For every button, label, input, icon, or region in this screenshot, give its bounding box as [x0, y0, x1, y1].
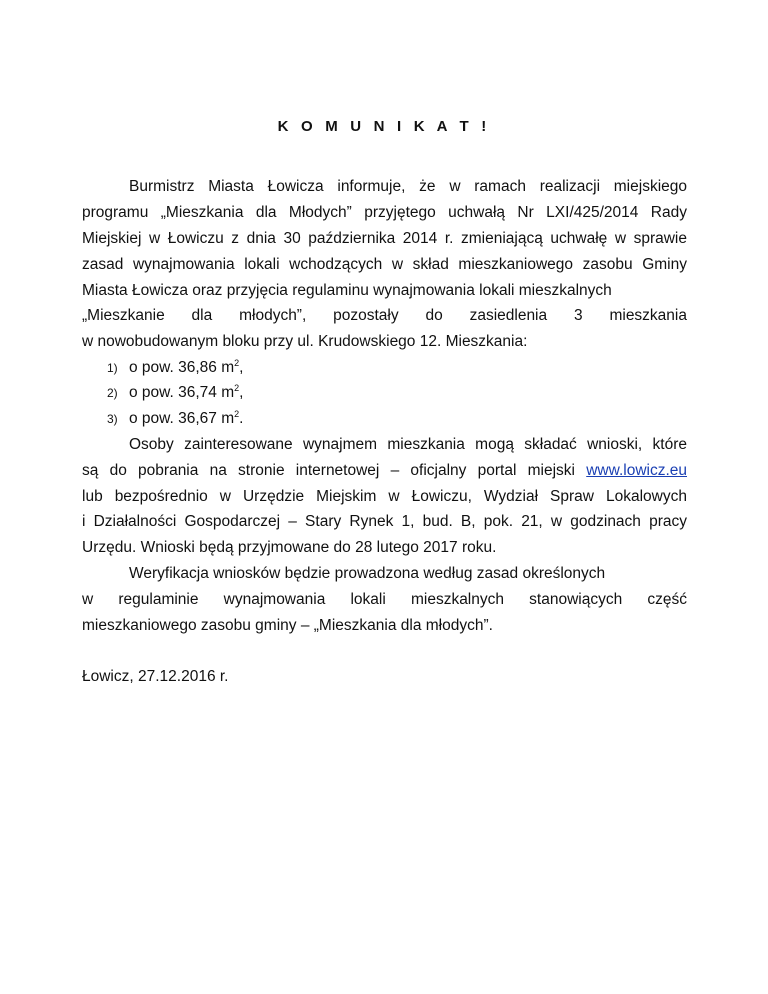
list-item-text: o pow. 36,86 m — [129, 359, 235, 376]
date-line: Łowicz, 27.12.2016 r. — [82, 668, 229, 685]
document-title: K O M U N I K A T ! — [277, 118, 491, 135]
list-item — [107, 409, 407, 429]
list-item-text: o pow. 36,74 m — [129, 384, 235, 401]
list-item-superscript: 2 — [234, 358, 240, 368]
list-item-suffix: . — [239, 410, 244, 427]
paragraph3-line3: mieszkaniowego zasobu gminy – „Mieszkania dla młodych”. — [82, 617, 493, 634]
list-item-number: 2) — [107, 386, 118, 400]
list-item — [107, 358, 407, 378]
paragraph1-line6: „Mieszkanie dla młodych”, pozostały do zasiedlenia 3 mieszkania — [82, 307, 687, 324]
paragraph1-line3: Miejskiej w Łowiczu z dnia 30 października 2014 r. zmieniającą uchwałę w sprawie — [82, 230, 687, 247]
list-item-suffix: , — [239, 359, 244, 376]
paragraph1-line1: Burmistrz Miasta Łowicza informuje, że w ramach realizacji miejskiego — [129, 178, 687, 195]
paragraph2-line1: Osoby zainteresowane wynajmem mieszkania mogą składać wnioski, które — [129, 436, 687, 453]
paragraph3-line1: Weryfikacja wniosków będzie prowadzona według zasad określonych — [129, 565, 606, 582]
paragraph1-line2: programu „Mieszkania dla Młodych” przyjętego uchwałą Nr LXI/425/2014 Rady — [82, 204, 687, 221]
list-item-number: 1) — [107, 361, 118, 375]
list-item — [107, 383, 407, 403]
paragraph2-line4: i Działalności Gospodarczej – Stary Rynek 1, bud. B, pok. 21, w godzinach pracy — [82, 513, 687, 530]
paragraph3-line2: w regulaminie wynajmowania lokali mieszkalnych stanowiących część — [82, 591, 687, 608]
list-item-suffix: , — [239, 384, 244, 401]
list-item-number: 3) — [107, 412, 118, 426]
paragraph2-line5: Urzędu. Wnioski będą przyjmowane do 28 lutego 2017 roku. — [82, 539, 497, 556]
paragraph1-line4: zasad wynajmowania lokali wchodzących w skład mieszkaniowego zasobu Gminy — [82, 256, 687, 273]
website-link[interactable]: www.lowicz.eu — [586, 462, 687, 479]
paragraph2-line2 — [82, 461, 687, 481]
list-item-superscript: 2 — [234, 409, 240, 419]
paragraph2-line3: lub bezpośrednio w Urzędzie Miejskim w Łowiczu, Wydział Spraw Lokalowych — [82, 488, 687, 505]
paragraph1-line5: Miasta Łowicza oraz przyjęcia regulaminu wynajmowania lokali mieszkalnych — [82, 282, 612, 299]
list-item-text: o pow. 36,67 m — [129, 410, 235, 427]
paragraph1-line7: w nowobudowanym bloku przy ul. Krudowskiego 12. Mieszkania: — [82, 333, 528, 350]
list-item-superscript: 2 — [234, 383, 240, 393]
paragraph2-line2-text: są do pobrania na stronie internetowej – oficjalny portal miejski — [82, 462, 587, 479]
